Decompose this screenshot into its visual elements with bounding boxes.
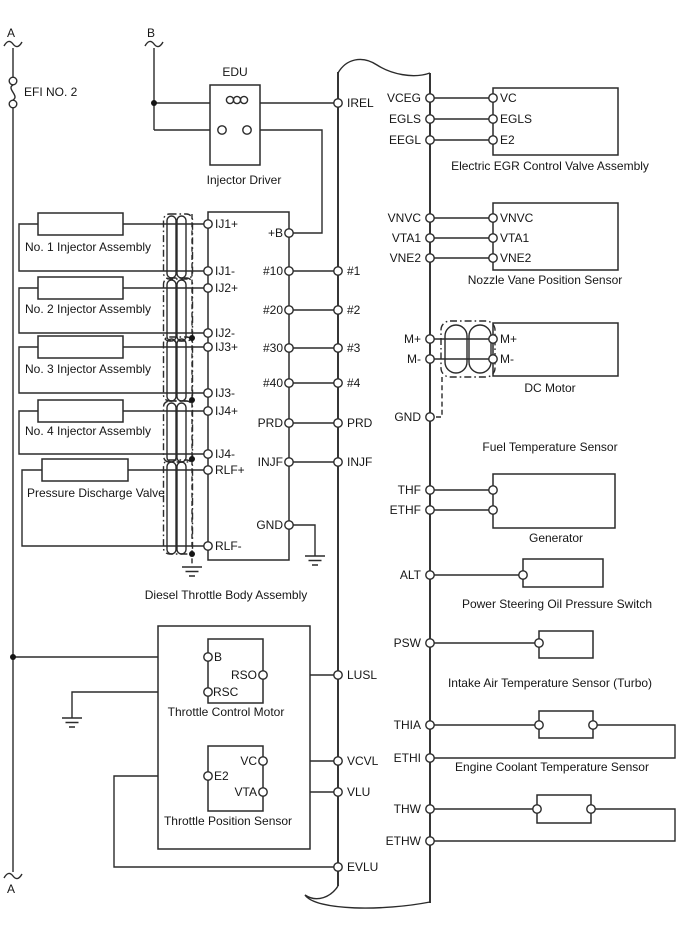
terminal-evlu: EVLU	[347, 860, 379, 874]
tcm-pin-b: B	[214, 650, 223, 664]
pin-rlfp: RLF+	[215, 463, 245, 477]
injector-1-label: No. 1 Injector Assembly	[25, 240, 152, 254]
pin-20: #20	[262, 303, 283, 317]
pin-10: #10	[262, 264, 283, 278]
injector-2-box	[38, 277, 123, 299]
generator-caption: Generator	[528, 531, 584, 545]
pin-40: #40	[262, 376, 283, 390]
marker-a-bottom: A	[6, 882, 16, 896]
pin-ij1m: IJ1-	[215, 264, 236, 278]
pin-prd: PRD	[257, 416, 283, 430]
terminal-prd: PRD	[347, 416, 373, 430]
dc-motor-box	[493, 323, 618, 376]
pin-ij1p: IJ1+	[215, 217, 239, 231]
egr-caption: Electric EGR Control Valve Assembly	[451, 159, 649, 173]
pin-ij3m: IJ3-	[215, 386, 236, 400]
ecu-break-squiggle-top	[338, 59, 430, 75]
tcm-pin-rso: RSO	[230, 668, 257, 682]
dc-motor-shield-drain	[434, 377, 442, 417]
injector-3-label: No. 3 Injector Assembly	[25, 362, 152, 376]
generator-box	[523, 559, 603, 587]
injector-1-box	[38, 213, 123, 235]
terminal-thia: THIA	[393, 718, 421, 732]
nozzle-pin-vnvc: VNVC	[500, 211, 534, 225]
terminal-injf: INJF	[347, 455, 373, 469]
terminal-ethi: ETHI	[393, 751, 421, 765]
terminal-alt: ALT	[399, 568, 421, 582]
tps-pin-e2: E2	[214, 769, 229, 783]
egr-pin-e2: E2	[500, 133, 515, 147]
dc-motor-pin-m-plus: M+	[500, 332, 518, 346]
edu-title: EDU	[222, 65, 248, 79]
marker-b-top: B	[146, 26, 156, 40]
terminal-1: #1	[347, 264, 361, 278]
ps-oil-pressure-switch-box	[539, 631, 593, 658]
pressure-discharge-valve-label: Pressure Discharge Valve	[27, 486, 165, 500]
pin-injf: INJF	[257, 455, 283, 469]
terminal-ethf: ETHF	[389, 503, 421, 517]
marker-a-top: A	[6, 26, 16, 40]
terminal-irel: IREL	[347, 96, 374, 110]
nozzle-pin-vne2: VNE2	[500, 251, 532, 265]
terminal-eegl: EEGL	[388, 133, 421, 147]
break-squiggle-b-top	[145, 41, 163, 46]
nozzle-caption: Nozzle Vane Position Sensor	[467, 273, 623, 287]
injector-4-label: No. 4 Injector Assembly	[25, 424, 152, 438]
terminal-gnd: GND	[394, 410, 421, 424]
terminal-thw: THW	[393, 802, 421, 816]
terminal-vceg: VCEG	[386, 91, 421, 105]
injector-3-box	[38, 336, 123, 358]
nozzle-pin-vta1: VTA1	[500, 231, 530, 245]
pin-ij4p: IJ4+	[215, 404, 239, 418]
tcm-pin-rsc: RSC	[213, 685, 239, 699]
ps-switch-caption: Power Steering Oil Pressure Switch	[461, 597, 653, 611]
egr-pin-egls: EGLS	[500, 112, 533, 126]
pin-ij2p: IJ2+	[215, 281, 239, 295]
terminal-psw: PSW	[393, 636, 421, 650]
throttle-body-to-ecu-wires	[293, 271, 334, 556]
fuel-temp-caption: Fuel Temperature Sensor	[482, 440, 618, 454]
pin-ij4m: IJ4-	[215, 447, 236, 461]
pin-plus-b: +B	[267, 226, 283, 240]
egr-pin-vc: VC	[500, 91, 517, 105]
pin-ij3p: IJ3+	[215, 340, 239, 354]
intake-temp-caption: Intake Air Temperature Sensor (Turbo)	[447, 676, 653, 690]
terminal-vta1: VTA1	[391, 231, 421, 245]
dc-motor-caption: DC Motor	[524, 381, 576, 395]
coolant-temp-sensor-box	[537, 795, 591, 823]
terminal-4: #4	[347, 376, 361, 390]
break-squiggle-a-bottom	[4, 873, 22, 878]
coolant-temp-caption: Engine Coolant Temperature Sensor	[455, 760, 649, 774]
terminal-lusl: LUSL	[347, 668, 378, 682]
injector-4-box	[38, 400, 123, 422]
terminal-m-minus: M-	[407, 352, 421, 366]
pin-30: #30	[262, 341, 283, 355]
terminal-m-plus: M+	[403, 332, 421, 346]
pressure-discharge-valve-box	[42, 459, 128, 481]
terminal-thf: THF	[397, 483, 421, 497]
tps-pin-vta: VTA	[234, 785, 257, 799]
terminal-vlu: VLU	[347, 785, 371, 799]
terminal-vcvl: VCVL	[347, 754, 379, 768]
tcm-caption: Throttle Control Motor	[167, 705, 285, 719]
terminal-2: #2	[347, 303, 361, 317]
fuse-label: EFI NO. 2	[24, 85, 78, 99]
terminal-3: #3	[347, 341, 361, 355]
pin-rlfm: RLF-	[215, 539, 242, 553]
fuel-temp-sensor-box	[493, 474, 615, 528]
pin-ij2m: IJ2-	[215, 326, 236, 340]
terminal-ethw: ETHW	[385, 834, 421, 848]
ecu-break-squiggle-bottom	[305, 886, 430, 908]
injector-2-label: No. 2 Injector Assembly	[25, 302, 152, 316]
throttle-body-caption: Diesel Throttle Body Assembly	[144, 588, 308, 602]
tps-caption: Throttle Position Sensor	[163, 814, 293, 828]
terminal-egls: EGLS	[388, 112, 421, 126]
terminal-vne2: VNE2	[389, 251, 421, 265]
edu-caption: Injector Driver	[206, 173, 282, 187]
tps-pin-vc: VC	[240, 754, 257, 768]
pin-gnd: GND	[256, 518, 283, 532]
terminal-vnvc: VNVC	[387, 211, 421, 225]
dc-motor-pin-m-minus: M-	[500, 352, 514, 366]
intake-air-temp-sensor-box	[539, 711, 593, 738]
break-squiggle-a-top	[4, 41, 22, 46]
